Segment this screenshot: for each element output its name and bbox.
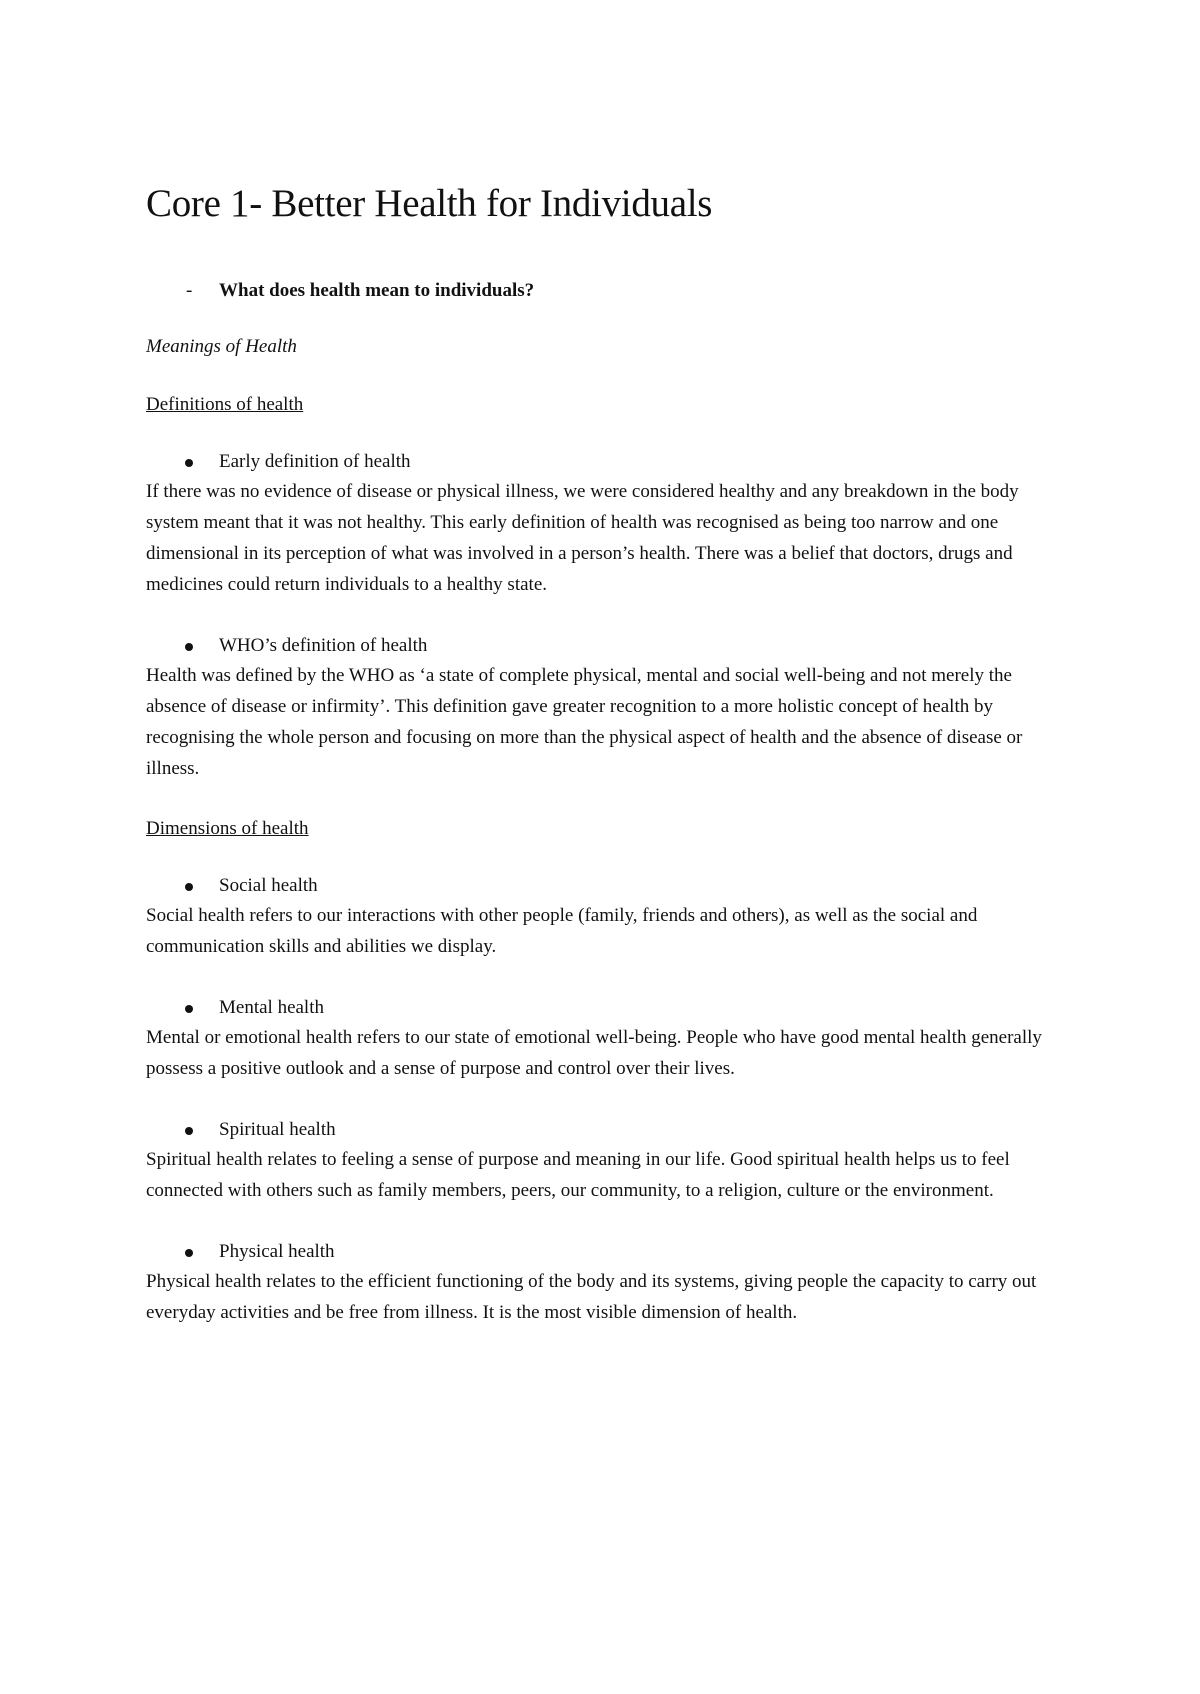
subheading: Meanings of Health bbox=[146, 336, 297, 357]
list-item bbox=[146, 1238, 1076, 1328]
bullet-label: Early definition of health bbox=[219, 451, 411, 472]
bullet-label: Social health bbox=[219, 875, 318, 896]
bullet-social-health bbox=[146, 872, 1076, 900]
bullet-early-definition bbox=[146, 448, 1076, 476]
list-item bbox=[146, 1116, 1076, 1206]
bullet-physical-health bbox=[146, 1238, 1076, 1266]
bullet-label: Spiritual health bbox=[219, 1119, 336, 1140]
dash-marker: - bbox=[186, 280, 193, 301]
section-heading-definitions: Definitions of health bbox=[146, 394, 304, 415]
bullet-dot-icon bbox=[185, 1249, 193, 1257]
bullet-dot-icon bbox=[185, 883, 193, 891]
bullet-dot-icon bbox=[185, 459, 193, 467]
bullet-dot-icon bbox=[185, 643, 193, 651]
list-item bbox=[146, 632, 1076, 784]
bullet-dot-icon bbox=[185, 1127, 193, 1135]
bullet-label: Physical health bbox=[219, 1241, 335, 1262]
section-question bbox=[146, 278, 1076, 304]
document-body bbox=[146, 180, 1076, 1360]
paragraph-early-definition: If there was no evidence of disease or physical illness, we were considered healthy and any breakdown in the body system meant that it was not healthy. This early definition of health was recognised as being too narrow and one dimensional in its perception of what was involved in a person’s health. There was a belief that doctors, drugs and medicines could return individuals to a healthy state. bbox=[146, 481, 1019, 595]
section-heading-dimensions: Dimensions of health bbox=[146, 818, 309, 839]
bullet-dot-icon bbox=[185, 1005, 193, 1013]
section-dimensions bbox=[146, 816, 1076, 1328]
section-definitions bbox=[146, 392, 1076, 784]
question-text: What does health mean to individuals? bbox=[219, 280, 535, 301]
paragraph-physical-health: Physical health relates to the efficient functioning of the body and its systems, giving people the capacity to carry out everyday activities and be free from illness. It is the most visible dimension of health. bbox=[146, 1271, 1037, 1323]
document-title: Core 1- Better Health for Individuals bbox=[146, 182, 713, 225]
list-item bbox=[146, 448, 1076, 600]
bullet-spiritual-health bbox=[146, 1116, 1076, 1144]
bullet-mental-health bbox=[146, 994, 1076, 1022]
bullet-label: Mental health bbox=[219, 997, 324, 1018]
paragraph-spiritual-health: Spiritual health relates to feeling a sense of purpose and meaning in our life. Good spiritual health helps us to feel connected with others such as family members, peers, our community, to a religion, culture or the environment. bbox=[146, 1149, 1010, 1201]
list-item bbox=[146, 994, 1076, 1084]
paragraph-who-definition: Health was defined by the WHO as ‘a state of complete physical, mental and social well-being and not merely the absence of disease or infirmity’. This definition gave greater recognition to a more holistic concept of health by recognising the whole person and focusing on more than the physical aspect of health and the absence of disease or illness. bbox=[146, 665, 1023, 779]
paragraph-mental-health: Mental or emotional health refers to our state of emotional well-being. People who have good mental health generally possess a positive outlook and a sense of purpose and control over their lives. bbox=[146, 1027, 1042, 1079]
bullet-label: WHO’s definition of health bbox=[219, 635, 428, 656]
list-item bbox=[146, 872, 1076, 962]
bullet-who-definition bbox=[146, 632, 1076, 660]
paragraph-social-health: Social health refers to our interactions with other people (family, friends and others), as well as the social and communication skills and abilities we display. bbox=[146, 905, 978, 957]
